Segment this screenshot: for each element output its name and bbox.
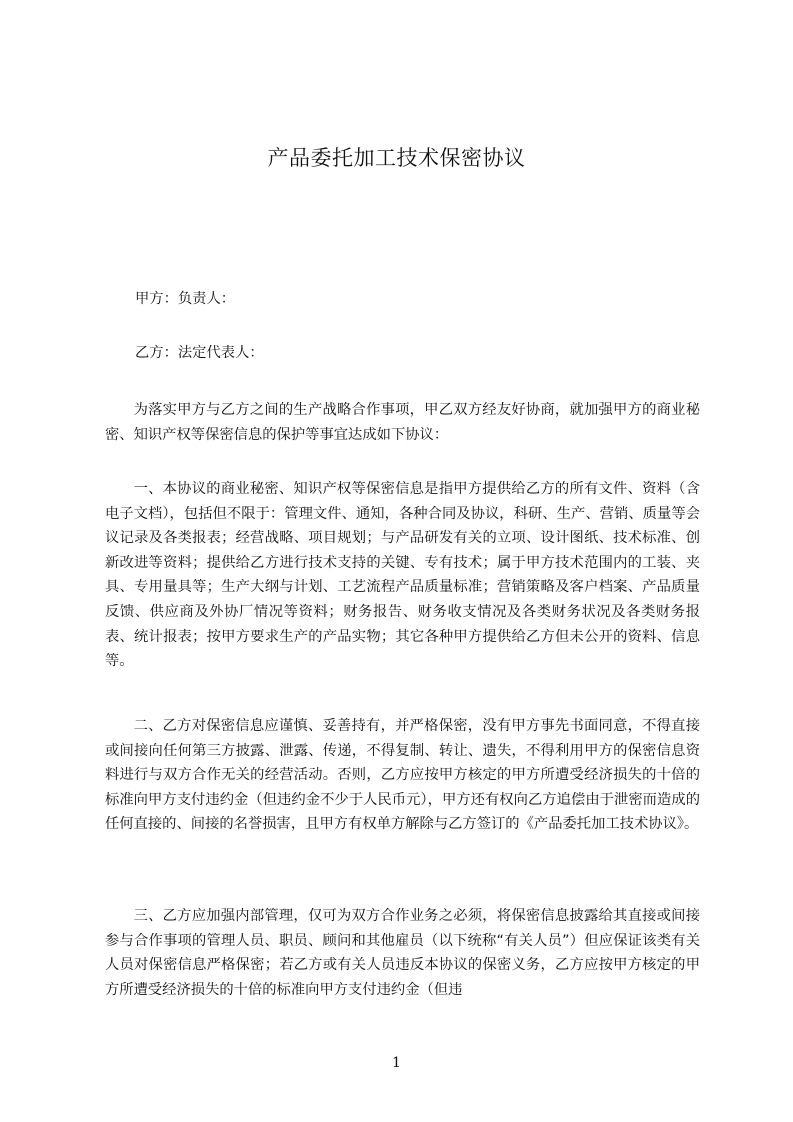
document-title: 产品委托加工技术保密协议 (267, 146, 526, 170)
party-b-line: 乙方：法定代表人： (135, 345, 264, 361)
clause-1-paragraph: 一、本协议的商业秘密、知识产权等保密信息是指甲方提供给乙方的所有文件、资料（含电子文档），包括但不限于：管理文件、通知，各种合同及协议，科研、生产、营销、质量等会议记录及各类报表；经营战略、项目规划；与产品研发有关的立项、设计图纸、技术标准、创新改进等资料；提供给乙方进行技术支持的关键、专有技术；属于甲方技术范围内的工装、夹具、专用量具等；生产大纲与计划、工艺流程产品质量标准；营销策略及客户档案、产品质量反馈、供应商及外协厂情况等资料；财务报告、财务收支情况及各类财务状况及各类财务报表、统计报表；按甲方要求生产的产品实物；其它各种甲方提供给乙方但未公开的资料、信息等。 (105, 481, 700, 670)
intro-paragraph: 为落实甲方与乙方之间的生产战略合作事项，甲乙双方经友好协商，就加强甲方的商业秘密、知识产权等保密信息的保护等事宜达成如下协议： (105, 402, 700, 443)
party-a-line: 甲方：负责人： (135, 291, 236, 307)
clause-2-paragraph: 二、乙方对保密信息应谨慎、妥善持有，并严格保密，没有甲方事先书面同意，不得直接或间接向任何第三方披露、泄露、传递，不得复制、转让、遗失，不得利用甲方的保密信息资料进行与双方合作无关的经营活动。否则，乙方应按甲方核定的甲方所遭受经济损失的十倍的标准向甲方支付违约金（但违约金不少于人民币元），甲方还有权向乙方追偿由于泄密而造成的任何直接的、间接的名誉损害，且甲方有权单方解除与乙方签订的《产品委托加工技术协议》。 (105, 718, 700, 833)
clause-3-paragraph: 三、乙方应加强内部管理，仅可为双方合作业务之必须，将保密信息披露给其直接或间接参与合作事项的管理人员、职员、顾问和其他雇员（以下统称“有关人员”）但应保证该类有关人员对保密信息严格保密；若乙方或有关人员违反本协议的保密义务，乙方应按甲方核定的甲方所遭受经济损失的十倍的标准向甲方支付违约金（但违 (105, 908, 700, 998)
page-number: 1 (392, 1055, 401, 1071)
